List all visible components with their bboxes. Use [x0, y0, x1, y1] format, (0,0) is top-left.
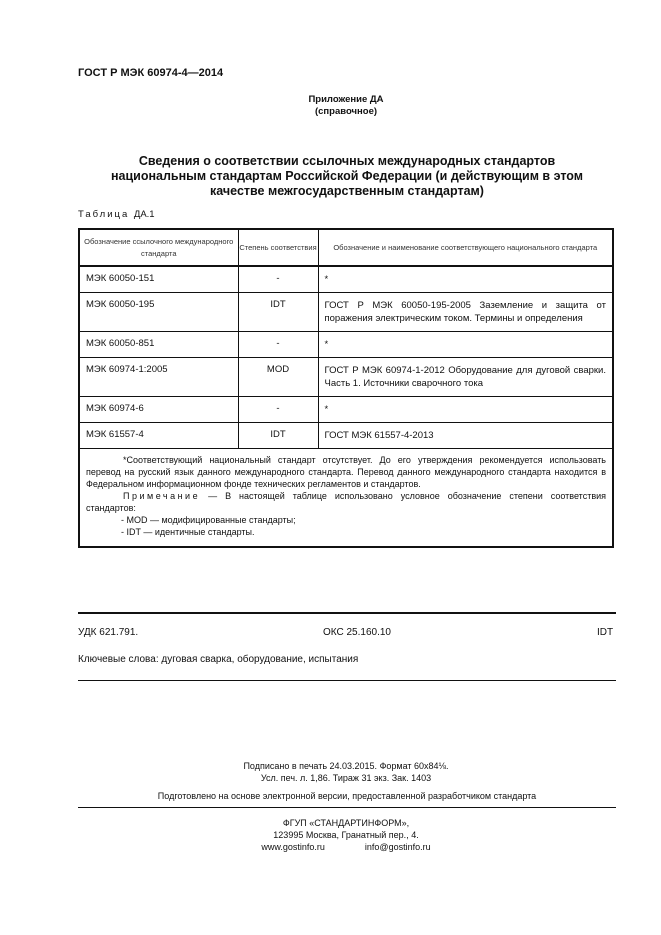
- table-header-row: [79, 229, 613, 266]
- footnote-star-text: *Соответствующий национальный стандарт отсутствует. До его утверждения рекомендуется использовать перевод на русский язык данного международного стандарта. Перевод данного международного стандарта находится в Федеральном информационном фонде технических регламентов и стандартов.: [86, 455, 606, 489]
- national-standard-cell: ГОСТ МЭК 61557-4-2013: [318, 423, 613, 449]
- table-label: [78, 209, 155, 220]
- email-link[interactable]: info@gostinfo.ru: [364, 842, 431, 852]
- ref-standard-cell: МЭК 60974-6: [79, 397, 238, 423]
- publisher-address: 123995 Москва, Гранатный пер., 4.: [273, 830, 419, 840]
- national-standard-cell: *: [318, 397, 613, 423]
- ref-standard-cell: МЭК 60974-1:2005: [79, 358, 238, 397]
- table-row: [79, 293, 613, 332]
- idt-code: IDT: [597, 627, 614, 638]
- main-title: [80, 154, 614, 199]
- table-label-number: ДА.1: [133, 209, 155, 220]
- publisher-name: ФГУП «СТАНДАРТИНФОРМ»,: [282, 818, 410, 828]
- publisher-contacts: [150, 841, 542, 853]
- publisher-block: [150, 817, 542, 853]
- table-row: [79, 423, 613, 449]
- header-ref-standard: Обозначение ссылочного международного стандарта: [79, 229, 238, 266]
- main-title-line-2: национальным стандартам Российской Федерации (и действующим в этом: [110, 169, 583, 183]
- header-national-standard: Обозначение и наименование соответствующего национального стандарта: [318, 229, 613, 266]
- table-row: [79, 266, 613, 293]
- footer-divider: [78, 680, 616, 681]
- main-title-line-1: Сведения о соответствии ссылочных международных стандартов: [138, 154, 556, 168]
- degree-cell: -: [238, 266, 318, 293]
- national-standard-cell: ГОСТ Р МЭК 60974-1-2012 Оборудование для дуговой сварки. Часть 1. Источники сварочного тока: [318, 358, 613, 397]
- standards-table: [78, 228, 614, 548]
- table-label-prefix: Таблица: [78, 209, 130, 220]
- header-degree: Степень соответствия: [238, 229, 318, 266]
- national-standard-cell: ГОСТ Р МЭК 60050-195-2005 Заземление и защита от поражения электрическим током. Термины и определения: [318, 293, 613, 332]
- degree-cell: IDT: [238, 293, 318, 332]
- ref-standard-cell: МЭК 60050-851: [79, 332, 238, 358]
- degree-cell: MOD: [238, 358, 318, 397]
- appendix-title: Приложение ДА: [308, 94, 384, 105]
- appendix-heading: [0, 94, 661, 118]
- degree-cell: -: [238, 397, 318, 423]
- table-row: [79, 332, 613, 358]
- appendix-subtitle: (справочное): [314, 106, 378, 117]
- main-title-line-3: качестве межгосударственным стандартам): [210, 184, 484, 198]
- note-word: Примечание: [123, 491, 201, 501]
- table-row: [79, 358, 613, 397]
- note-item-idt: - IDT — идентичные стандарты.: [121, 527, 255, 537]
- note-text: — В настоящей таблице использовано условное обозначение степени соответствия стандартов:: [86, 491, 606, 513]
- publisher-divider: [78, 807, 616, 808]
- national-standard-cell: *: [318, 332, 613, 358]
- prepared-note: Подготовлено на основе электронной версии, предоставленной разработчиком стандарта: [157, 791, 537, 801]
- degree-cell: IDT: [238, 423, 318, 449]
- ref-standard-cell: МЭК 60050-151: [79, 266, 238, 293]
- national-standard-cell: *: [318, 266, 613, 293]
- footer-divider-thick: [78, 612, 616, 614]
- print-info-line-2: Усл. печ. л. 1,86. Тираж 31 экз. Зак. 1403: [260, 773, 432, 783]
- print-info: [200, 760, 492, 784]
- udk-code: УДК 621.791.: [78, 627, 139, 638]
- document-code: ГОСТ Р МЭК 60974-4—2014: [78, 67, 224, 79]
- oks-code: ОКС 25.160.10: [323, 627, 391, 638]
- table-row: [79, 397, 613, 423]
- note-item-mod: - MOD — модифицированные стандарты;: [121, 515, 296, 525]
- table-footnote: [79, 449, 613, 548]
- table-footnote-row: [79, 449, 613, 548]
- website-link[interactable]: www.gostinfo.ru: [261, 842, 325, 852]
- ref-standard-cell: МЭК 61557-4: [79, 423, 238, 449]
- print-info-line-1: Подписано в печать 24.03.2015. Формат 60х84⅛.: [243, 761, 449, 771]
- note-paragraph: [86, 490, 606, 514]
- ref-standard-cell: МЭК 60050-195: [79, 293, 238, 332]
- keywords: Ключевые слова: дуговая сварка, оборудование, испытания: [78, 654, 359, 665]
- degree-cell: -: [238, 332, 318, 358]
